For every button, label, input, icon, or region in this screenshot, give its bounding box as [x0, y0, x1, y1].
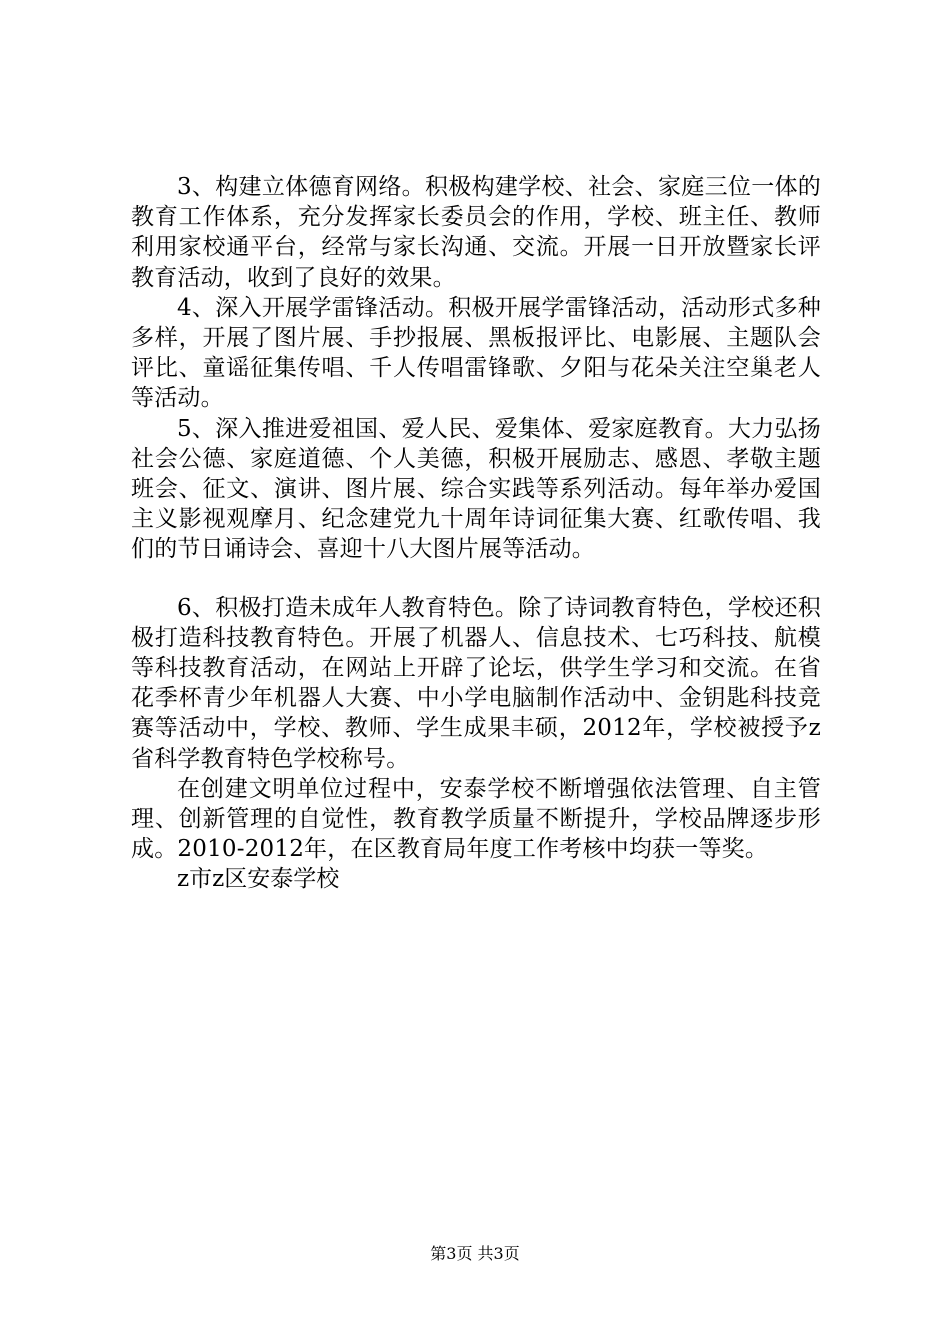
paragraph-spacer: [131, 565, 821, 593]
paragraph-summary: 在创建文明单位过程中，安泰学校不断增强依法管理、自主管理、创新管理的自觉性，教育教学质量不断提升，学校品牌逐步形成。2010-2012年，在区教育局年度工作考核中均获一等奖。: [131, 775, 821, 863]
page-footer: 第3页 共3页: [430, 1244, 520, 1263]
paragraph-item-4: 4、深入开展学雷锋活动。积极开展学雷锋活动，活动形式多种多样，开展了图片展、手抄报展、黑板报评比、电影展、主题队会评比、童谣征集传唱、千人传唱雷锋歌、夕阳与花朵关注空巢老人等活动。: [131, 294, 821, 412]
signature-line: z市z区安泰学校: [177, 866, 340, 893]
paragraph-item-6: 6、积极打造未成年人教育特色。除了诗词教育特色，学校还积极打造科技教育特色。开展了机器人、信息技术、七巧科技、航模等科技教育活动，在网站上开辟了论坛，供学生学习和交流。在省花季杯青少年机器人大赛、中小学电脑制作活动中、金钥匙科技竞赛等活动中，学校、教师、学生成果丰硕，2012年，学校被授予z省科学教育特色学校称号。: [131, 594, 821, 772]
document-body: [131, 172, 821, 895]
paragraph-item-5: 5、深入推进爱祖国、爱人民、爱集体、爱家庭教育。大力弘扬社会公德、家庭道德、个人美德，积极开展励志、感恩、孝敬主题班会、征文、演讲、图片展、综合实践等系列活动。每年举办爱国主义影视观摩月、纪念建党九十周年诗词征集大赛、红歌传唱、我们的节日诵诗会、喜迎十八大图片展等活动。: [131, 415, 821, 563]
paragraph-item-3: 3、构建立体德育网络。积极构建学校、社会、家庭三位一体的教育工作体系，充分发挥家长委员会的作用，学校、班主任、教师利用家校通平台，经常与家长沟通、交流。开展一日开放暨家长评教育活动，收到了良好的效果。: [131, 174, 821, 291]
